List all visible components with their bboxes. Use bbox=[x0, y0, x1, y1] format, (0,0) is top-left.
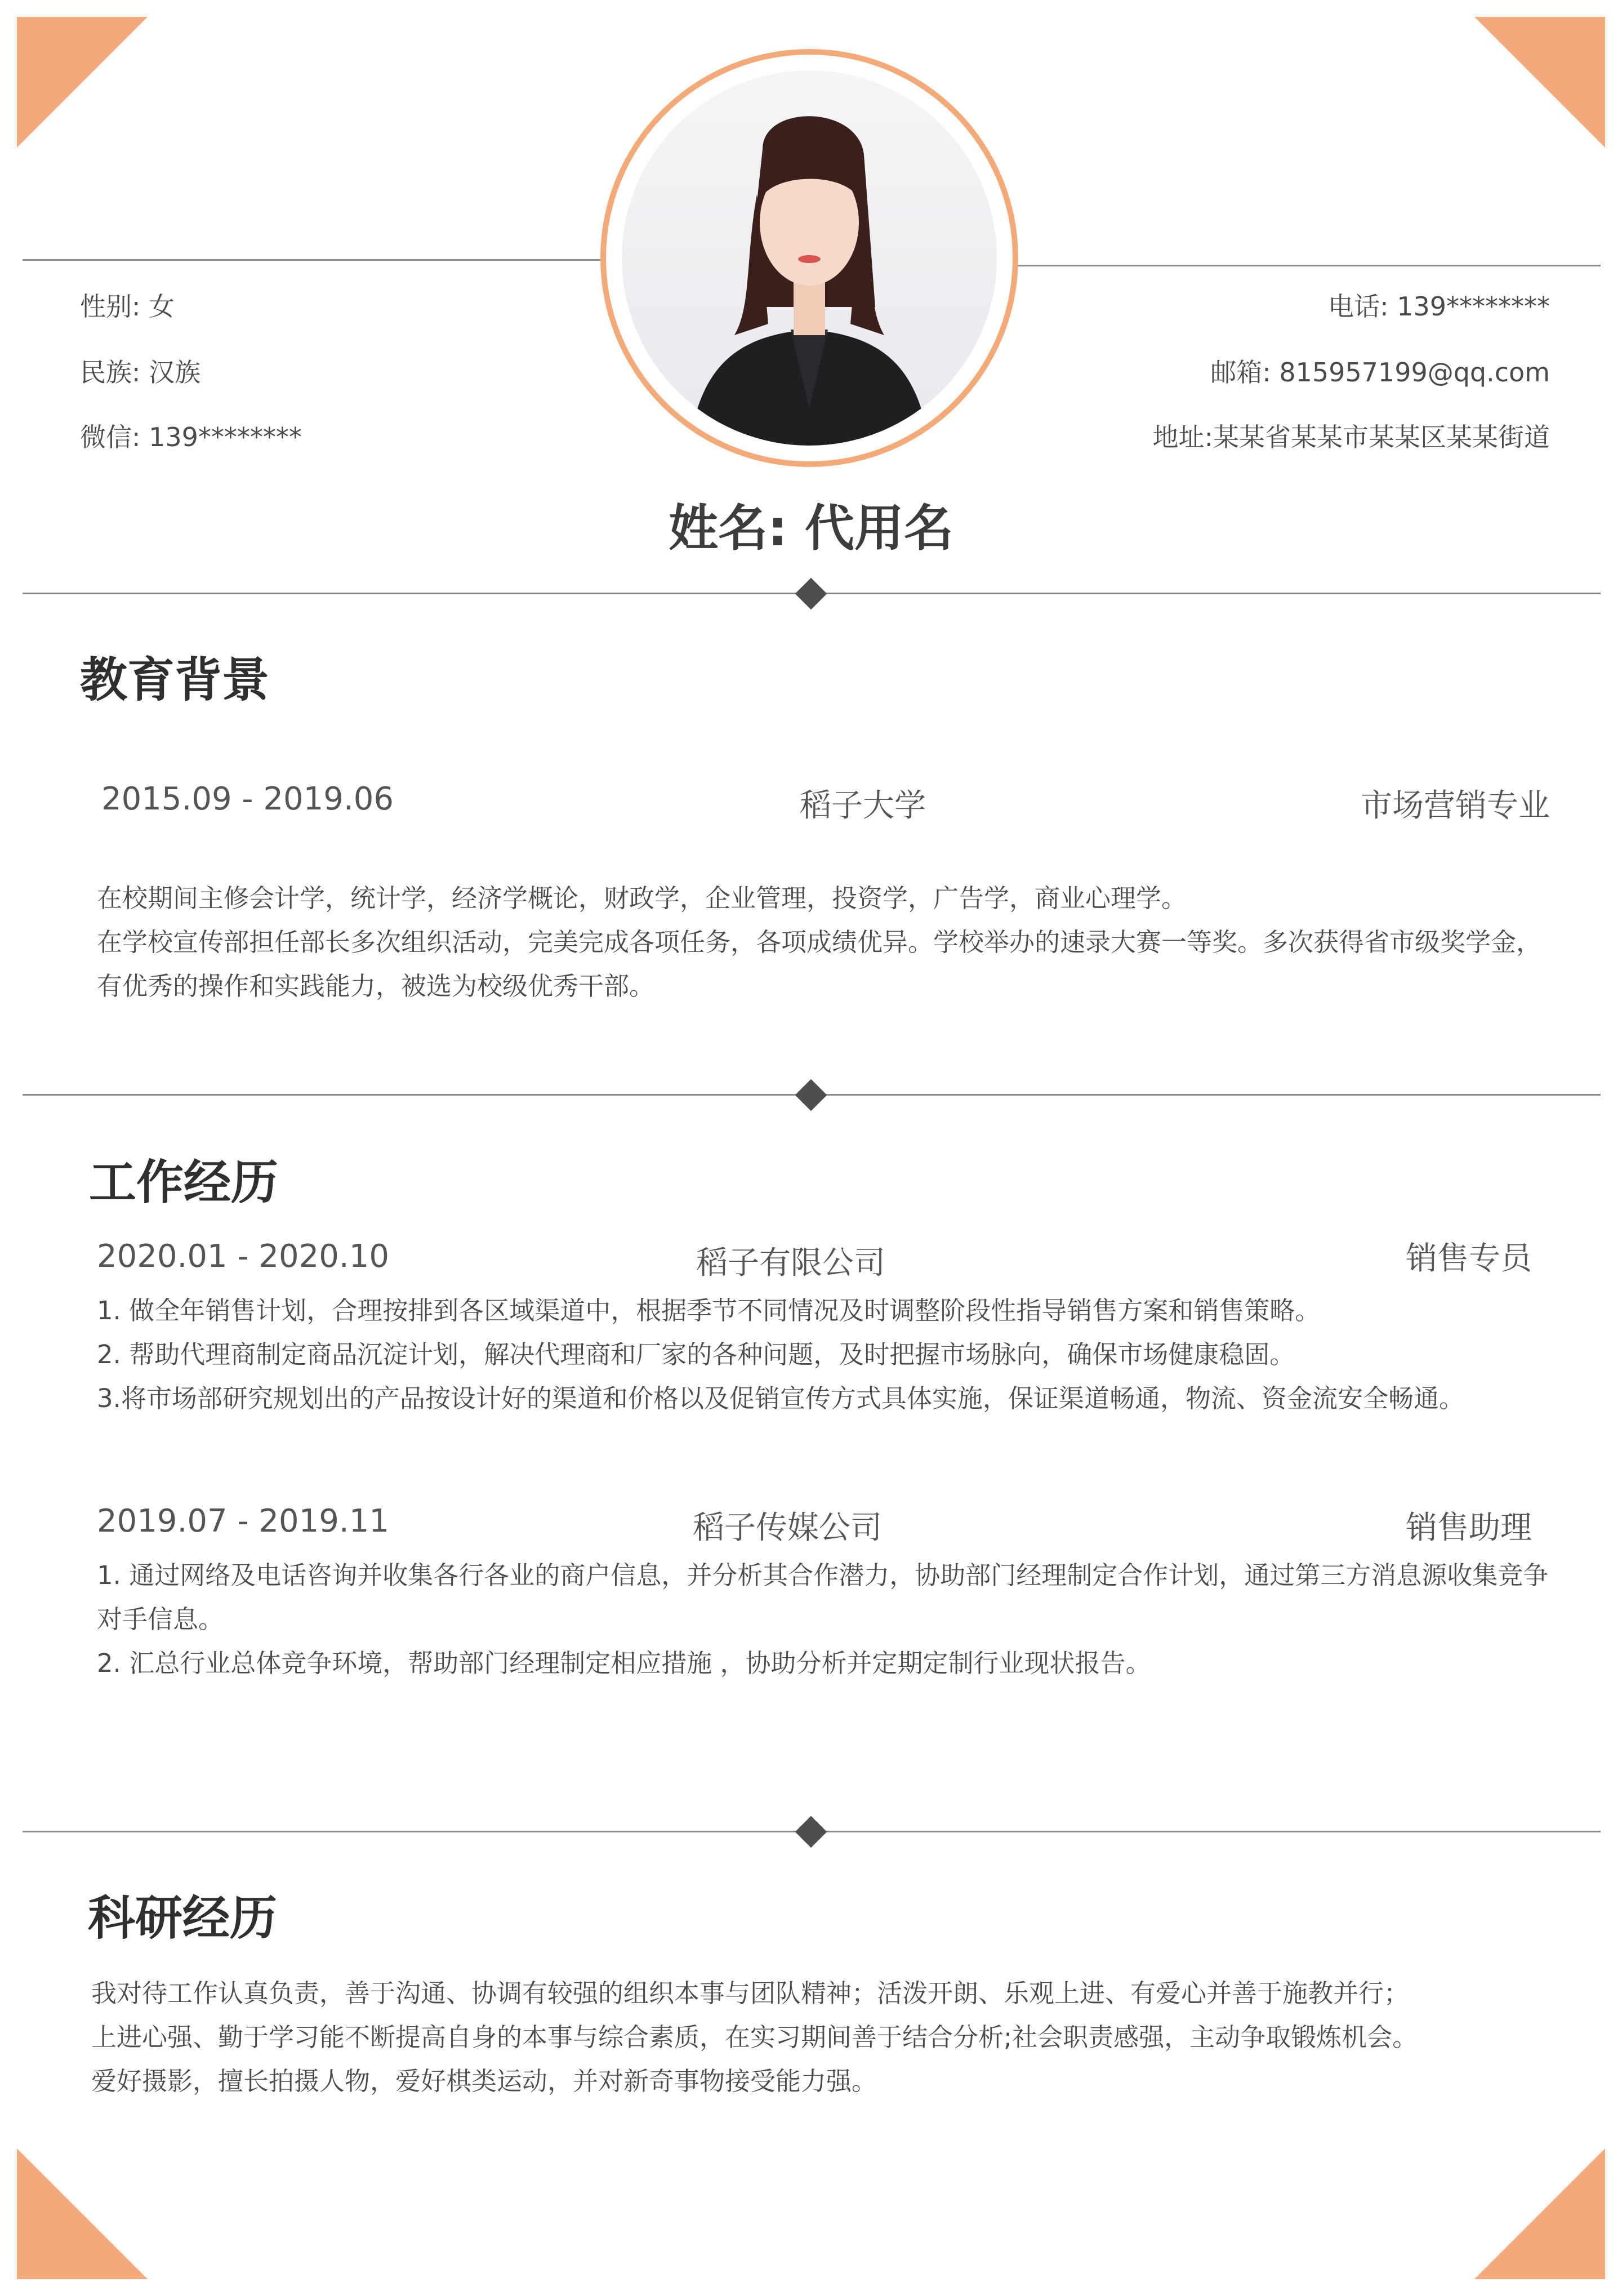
education-school: 稻子大学 bbox=[800, 787, 926, 824]
corner-decoration-top-left bbox=[0, 0, 169, 169]
research-line: 我对待工作认真负责，善于沟通、协调有较强的组织本事与团队精神；活泼开朗、乐观上进、有爱心并善于施教并行； bbox=[91, 1978, 1410, 2008]
education-period: 2015.09 - 2019.06 bbox=[101, 781, 394, 817]
job-company: 稻子传媒公司 bbox=[693, 1510, 882, 1546]
address-text: 地址:某某省某某市某某区某某街道 bbox=[1152, 422, 1550, 452]
work-title: 工作经历 bbox=[89, 1155, 279, 1210]
education-description bbox=[97, 876, 1561, 1008]
education-line: 在校期间主修会计学，统计学，经济学概论，财政学，企业管理，投资学，广告学，商业心理学。 bbox=[97, 883, 1187, 913]
email-text: 邮箱: 815957199@qq.com bbox=[1210, 357, 1550, 388]
corner-decoration-top-right bbox=[1453, 0, 1622, 169]
job-period: 2020.01 - 2020.10 bbox=[97, 1238, 389, 1275]
portrait-image bbox=[622, 70, 997, 446]
wechat-text: 微信: 139******** bbox=[80, 422, 302, 452]
job-position: 销售专员 bbox=[1406, 1240, 1532, 1277]
research-line: 上进心强、勤于学习能不断提高自身的本事与综合素质，在实习期间善于结合分析;社会职责感强，主动争取锻炼机会。 bbox=[91, 2022, 1418, 2052]
divider-diamond bbox=[795, 1079, 827, 1111]
candidate-name: 姓名: 代用名 bbox=[669, 499, 953, 557]
phone-text: 电话: 139******** bbox=[1328, 291, 1550, 322]
research-line: 爱好摄影，擅长拍摄人物，爱好棋类运动，并对新奇事物接受能力强。 bbox=[91, 2066, 877, 2096]
corner-decoration-bottom-right bbox=[1453, 2127, 1622, 2296]
gender-text: 性别: 女 bbox=[80, 291, 175, 322]
avatar bbox=[622, 70, 997, 446]
job-line: 2. 汇总行业总体竞争环境，帮助部门经理制定相应措施 ，协助分析并定期定制行业现状报告。 bbox=[97, 1648, 1151, 1678]
education-line: 在学校宣传部担任部长多次组织活动，完美完成各项任务，各项成绩优异。学校举办的速录大赛一等奖。多次获得省市级奖学金，有优秀的操作和实践能力，被选为校级优秀干部。 bbox=[97, 927, 1542, 1001]
job-line: 3.将市场部研究规划出的产品按设计好的渠道和价格以及促销宣传方式具体实施，保证渠道畅通，物流、资金流安全畅通。 bbox=[97, 1383, 1464, 1413]
job-period: 2019.07 - 2019.11 bbox=[97, 1503, 389, 1539]
header-line-left bbox=[23, 259, 603, 261]
education-major: 市场营销专业 bbox=[1361, 787, 1550, 824]
ethnicity-text: 民族: 汉族 bbox=[80, 357, 201, 388]
corner-decoration-bottom-left bbox=[0, 2127, 169, 2296]
divider-diamond bbox=[795, 1816, 827, 1848]
header-line-right bbox=[1017, 265, 1601, 266]
job-position: 销售助理 bbox=[1406, 1510, 1532, 1546]
education-title: 教育背景 bbox=[80, 652, 270, 708]
job-line: 1. 通过网络及电话咨询并收集各行各业的商户信息，并分析其合作潜力，协助部门经理制定合作计划，通过第三方消息源收集竞争对手信息。 bbox=[97, 1560, 1549, 1634]
job-description bbox=[97, 1289, 1572, 1421]
research-title: 科研经历 bbox=[88, 1890, 278, 1946]
job-description bbox=[97, 1554, 1550, 1685]
research-description bbox=[91, 1972, 1578, 2103]
job-line: 2. 帮助代理商制定商品沉淀计划，解决代理商和厂家的各种问题，及时把握市场脉向，确保市场健康稳固。 bbox=[97, 1340, 1295, 1369]
job-line: 1. 做全年销售计划，合理按排到各区域渠道中，根据季节不同情况及时调整阶段性指导销售方案和销售策略。 bbox=[97, 1296, 1321, 1325]
divider-diamond bbox=[795, 578, 827, 610]
job-company: 稻子有限公司 bbox=[696, 1245, 885, 1282]
